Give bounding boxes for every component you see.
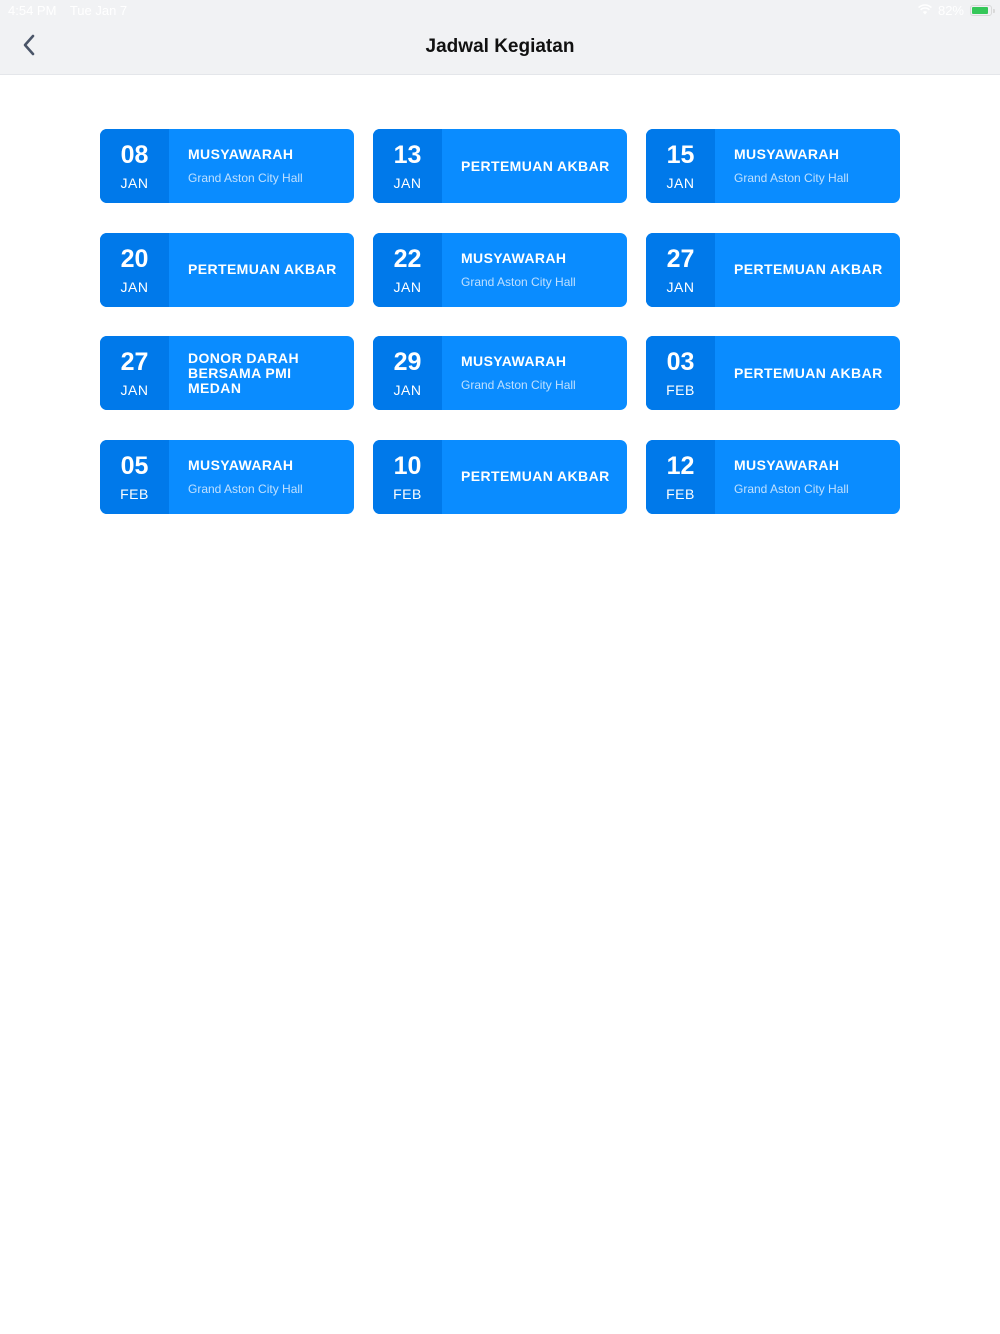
event-card[interactable] bbox=[646, 440, 900, 514]
event-month: JAN bbox=[120, 175, 149, 191]
event-day: 08 bbox=[120, 141, 149, 169]
event-card[interactable] bbox=[373, 336, 627, 410]
event-info bbox=[442, 129, 627, 203]
event-card[interactable] bbox=[100, 336, 354, 410]
event-card[interactable] bbox=[373, 440, 627, 514]
event-day: 05 bbox=[120, 451, 149, 480]
navigation-bar bbox=[0, 20, 1000, 75]
event-date bbox=[373, 129, 442, 203]
event-info bbox=[715, 336, 900, 410]
event-title: MUSYAWARAH bbox=[188, 146, 294, 162]
event-title: MUSYAWARAH bbox=[461, 249, 567, 266]
event-date bbox=[373, 336, 442, 410]
event-info bbox=[169, 336, 354, 410]
event-title: PERTEMUAN AKBAR bbox=[461, 468, 610, 484]
event-title: MUSYAWARAH bbox=[188, 456, 294, 473]
event-info bbox=[442, 233, 627, 307]
event-title: PERTEMUAN AKBAR bbox=[461, 157, 610, 174]
event-grid bbox=[100, 129, 900, 514]
event-month: JAN bbox=[120, 278, 149, 295]
event-location: Grand Aston City Hall bbox=[461, 274, 576, 289]
event-date bbox=[100, 336, 169, 410]
event-date bbox=[646, 440, 715, 514]
event-title: PERTEMUAN AKBAR bbox=[734, 261, 883, 277]
battery-icon bbox=[970, 5, 992, 16]
event-day: 27 bbox=[666, 244, 695, 273]
event-card[interactable] bbox=[100, 129, 354, 203]
event-location: Grand Aston City Hall bbox=[734, 481, 849, 496]
battery-percent: 82% bbox=[937, 2, 964, 18]
event-info bbox=[715, 233, 900, 307]
event-day: 20 bbox=[120, 244, 149, 273]
event-card[interactable] bbox=[100, 233, 354, 307]
event-info bbox=[442, 440, 627, 514]
event-date bbox=[646, 336, 715, 410]
event-day: 15 bbox=[666, 141, 695, 169]
event-card[interactable] bbox=[100, 440, 354, 514]
event-month: JAN bbox=[120, 382, 149, 398]
status-right bbox=[918, 3, 992, 18]
event-location: Grand Aston City Hall bbox=[734, 171, 849, 185]
event-month: JAN bbox=[393, 278, 422, 295]
event-date bbox=[373, 233, 442, 307]
status-date: Tue Jan 7 bbox=[69, 2, 128, 18]
wifi-icon bbox=[918, 3, 932, 18]
event-month: JAN bbox=[666, 175, 695, 191]
event-location: Grand Aston City Hall bbox=[461, 378, 576, 392]
event-card[interactable] bbox=[646, 129, 900, 203]
event-day: 29 bbox=[393, 348, 422, 376]
event-info bbox=[442, 336, 627, 410]
page-title: Jadwal Kegiatan bbox=[425, 36, 575, 57]
event-date bbox=[646, 129, 715, 203]
event-title: DONOR DARAH BERSAMA PMI MEDAN bbox=[188, 349, 299, 396]
event-card[interactable] bbox=[646, 233, 900, 307]
event-day: 22 bbox=[393, 244, 422, 273]
event-title: PERTEMUAN AKBAR bbox=[188, 261, 337, 277]
event-day: 10 bbox=[393, 451, 422, 480]
event-month: JAN bbox=[393, 175, 422, 191]
event-info bbox=[715, 440, 900, 514]
event-title: MUSYAWARAH bbox=[734, 146, 840, 162]
event-card[interactable] bbox=[373, 233, 627, 307]
event-date bbox=[373, 440, 442, 514]
event-location: Grand Aston City Hall bbox=[188, 481, 303, 496]
event-month: FEB bbox=[666, 382, 695, 398]
event-month: JAN bbox=[393, 382, 422, 398]
event-location: Grand Aston City Hall bbox=[188, 171, 303, 185]
event-date bbox=[100, 440, 169, 514]
event-info bbox=[169, 440, 354, 514]
event-card[interactable] bbox=[373, 129, 627, 203]
event-day: 03 bbox=[666, 348, 695, 376]
event-day: 12 bbox=[666, 451, 695, 480]
event-title: MUSYAWARAH bbox=[461, 353, 567, 369]
status-time: 4:54 PM bbox=[8, 2, 57, 18]
event-info bbox=[169, 233, 354, 307]
event-title: MUSYAWARAH bbox=[734, 456, 840, 473]
event-day: 13 bbox=[393, 141, 422, 169]
event-month: FEB bbox=[120, 485, 149, 502]
event-date bbox=[100, 129, 169, 203]
status-bar bbox=[0, 0, 1000, 20]
event-date bbox=[100, 233, 169, 307]
event-day: 27 bbox=[120, 348, 149, 376]
event-title: PERTEMUAN AKBAR bbox=[734, 364, 883, 381]
event-month: FEB bbox=[666, 485, 695, 502]
event-month: FEB bbox=[393, 485, 422, 502]
status-left bbox=[8, 3, 137, 18]
event-card[interactable] bbox=[646, 336, 900, 410]
event-info bbox=[715, 129, 900, 203]
event-info bbox=[169, 129, 354, 203]
event-month: JAN bbox=[666, 278, 695, 295]
event-date bbox=[646, 233, 715, 307]
